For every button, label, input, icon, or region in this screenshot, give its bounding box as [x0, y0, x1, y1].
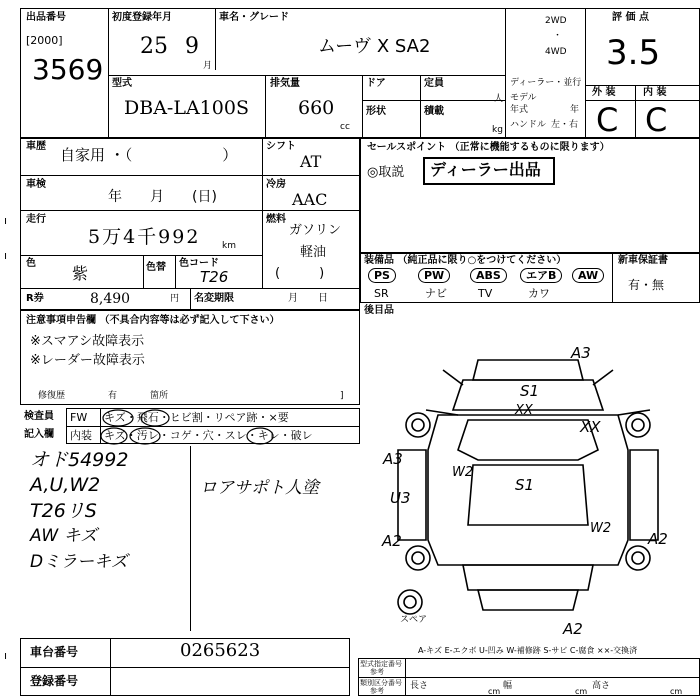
dealer-box-text: ディーラー出品 — [430, 160, 541, 179]
equipment-item2-3: カワ — [528, 287, 550, 300]
drive-dot: ・ — [553, 31, 563, 41]
month-unit: 月 — [203, 61, 213, 71]
color-change-label: 色替 — [146, 262, 166, 273]
chassis-label: 車台番号 — [30, 645, 79, 659]
equipment-item-4: AW — [572, 268, 604, 283]
ext-value: C — [596, 101, 619, 139]
history-label: 車歴 — [26, 141, 46, 152]
spare-label: スペア — [400, 615, 428, 625]
color-value: 紫 — [72, 264, 89, 283]
sales-title: セールスポイント （正常に機能するものに限ります） — [367, 142, 610, 153]
inspection-value: 年 月 (日) — [108, 189, 217, 205]
diagram-mark-s1-center: S1 — [515, 476, 535, 494]
manual-label: ◎取説 — [367, 165, 405, 180]
ref-2: 参考 — [370, 687, 384, 695]
fuel-blank: ( ) — [275, 266, 325, 281]
int-label: 内 装 — [643, 87, 667, 98]
fuel-gas: ガソリン — [289, 223, 342, 238]
notes-title: 注意事項申告欄 （不具合内容等は必ず記入して下さい） — [26, 315, 280, 326]
cap-unit: 人 — [494, 94, 504, 104]
equipment-item-2: ABS — [470, 268, 507, 283]
load-unit: kg — [492, 125, 503, 135]
repair-place: 箇所 — [150, 391, 169, 401]
ac-value: AAC — [292, 190, 328, 209]
equipment-item2-2: TV — [478, 287, 493, 300]
sales-frame — [360, 138, 700, 253]
repair-value: 有 — [108, 391, 118, 401]
inspector-fw: FW — [70, 411, 88, 424]
repair-label: 修復歴 — [38, 391, 66, 401]
inspector-label-1: 検査員 — [24, 411, 54, 422]
diagram-mark-w2-left: W2 — [452, 465, 474, 480]
name-label: 車名・グレード — [219, 12, 289, 23]
cm-2: cm — [575, 687, 588, 696]
equipment-item2-0: SR — [374, 287, 389, 300]
model-year-label1: モデル — [510, 93, 537, 103]
score-label: 評 価 点 — [612, 12, 649, 23]
inspector-circles — [100, 406, 360, 446]
diagram-mark-w2-right: W2 — [590, 521, 612, 536]
shape-label: 形状 — [366, 106, 386, 117]
diagram-mark-u3: U3 — [390, 489, 411, 507]
equipment-title: 装備品 （純正品に限り○をつけてください） — [364, 255, 567, 266]
load-label: 積載 — [424, 106, 444, 117]
margin-tick-2: ı — [4, 249, 8, 262]
equipment-item-3: エアB — [520, 268, 562, 283]
handwritten-line-5: Dミラーキズ — [30, 552, 128, 572]
warranty-value: 有・無 — [628, 278, 665, 292]
len-label: 長さ — [410, 681, 429, 691]
shift-label: シフト — [266, 141, 296, 152]
handwritten-line-4: AW キズ — [30, 526, 98, 546]
model-label: 型式 — [112, 78, 132, 89]
drive-2wd: 2WD — [545, 16, 567, 26]
diagram-mark-a3-top: A3 — [571, 344, 591, 362]
lot-label: 出品番号 — [26, 12, 66, 23]
width-label: 幅 — [503, 681, 513, 691]
meigi-value: 月 日 — [288, 293, 328, 304]
reg-label: 登録番号 — [30, 674, 79, 688]
first-reg-label: 初度登録年月 — [112, 12, 172, 23]
diagram-mark-a2-right: A2 — [648, 530, 668, 548]
handwritten-line-2: A,U,W2 — [30, 474, 101, 496]
diagram-mark-xx-right: XX — [580, 418, 601, 436]
diagram-mark-a3-left: A3 — [383, 450, 403, 468]
notes-line2: ※レーダー故障表示 — [30, 353, 145, 368]
ac-label: 冷房 — [266, 179, 286, 190]
fuel-label: 燃料 — [266, 214, 286, 225]
chassis-value: 0265623 — [180, 640, 261, 661]
score-value: 3.5 — [606, 33, 661, 73]
handwritten-line-3: T26リS — [30, 500, 97, 522]
repair-bracket-close: ] — [340, 391, 344, 401]
ref-1: 参考 — [370, 668, 384, 676]
cap-label: 定員 — [424, 78, 444, 89]
warranty-label: 新車保証書 — [618, 255, 668, 266]
handle-label: ハンドル — [510, 120, 547, 130]
ext-label: 外 装 — [592, 87, 616, 98]
notes-line1: ※スマアシ故障表示 — [30, 334, 145, 349]
dealer-label: ディーラー・並行 — [510, 78, 582, 88]
margin-tick-1: ı — [4, 214, 8, 227]
inspector-items-1: キズ・飛石・ヒビ割・リペア跡・×要 — [104, 411, 289, 424]
color-code-value: T26 — [200, 268, 229, 286]
first-reg-year: 25 — [140, 34, 168, 59]
disp-label: 排気量 — [270, 78, 300, 89]
mileage-value: 5万4千992 — [88, 226, 201, 248]
yen-unit: 円 — [170, 294, 180, 304]
cm-3: cm — [670, 687, 683, 696]
diagram-mark-a2-bottom: A2 — [563, 620, 583, 638]
inspection-label: 車検 — [26, 179, 46, 190]
model-year-label2: 年式 — [510, 105, 529, 115]
first-reg-month: 9 — [185, 34, 199, 59]
mileage-label: 走行 — [26, 214, 46, 225]
lot-bracket: [2000] — [26, 34, 63, 47]
equipment-item-1: PW — [418, 268, 450, 283]
recycle-label: R券 — [26, 293, 44, 304]
handwritten-right-note: ロアサポト人塗 — [200, 478, 319, 498]
equipment-item2-1: ナビ — [425, 287, 447, 300]
color-label: 色 — [26, 258, 36, 269]
class-label: 類別区分番号 — [360, 679, 402, 687]
cm-1: cm — [488, 687, 501, 696]
lot-number: 3569 — [32, 53, 104, 86]
history-value: 自家用 ・（ ） — [60, 146, 238, 164]
inspector-interior: 内装 — [70, 429, 92, 442]
diagram-mark-s1-roof: S1 — [520, 382, 540, 400]
disp-unit: cc — [340, 122, 350, 132]
mileage-unit: km — [222, 241, 236, 251]
drive-4wd: 4WD — [545, 47, 567, 57]
year-unit: 年 — [570, 105, 580, 115]
model-value: DBA-LA100S — [124, 97, 249, 119]
rear-seat-label: 後目品 — [364, 305, 394, 316]
equipment-item-0: PS — [368, 268, 396, 283]
recycle-value: 8,490 — [90, 291, 131, 307]
color-code-label: 色コード — [179, 258, 219, 269]
disp-value: 660 — [298, 97, 335, 119]
damage-legend: A-キズ E-エクボ U-凹み W-補修跡 S-サビ C-腐食 ××-交換済 — [418, 646, 638, 655]
int-value: C — [645, 101, 668, 139]
handle-value: 左・右 — [551, 120, 579, 130]
fuel-diesel: 軽油 — [300, 245, 327, 260]
height-label: 高さ — [592, 681, 611, 691]
spec-label: 型式指定番号 — [360, 660, 402, 668]
inspector-items-2: キズ・汚レ・コゲ・穴・スレ・キレ・破レ — [104, 429, 313, 442]
name-value: ムーヴ X SA2 — [318, 36, 431, 57]
meigi-label: 名変期限 — [194, 293, 234, 304]
door-label: ドア — [366, 78, 386, 89]
inspector-label-2: 記入欄 — [24, 429, 54, 440]
handwritten-line-1: オド54992 — [30, 449, 129, 471]
margin-tick-3: ı — [4, 649, 8, 662]
shift-value: AT — [300, 152, 322, 171]
diagram-mark-a2-left: A2 — [382, 532, 402, 550]
diagram-mark-xx-roof: XX — [515, 403, 533, 418]
